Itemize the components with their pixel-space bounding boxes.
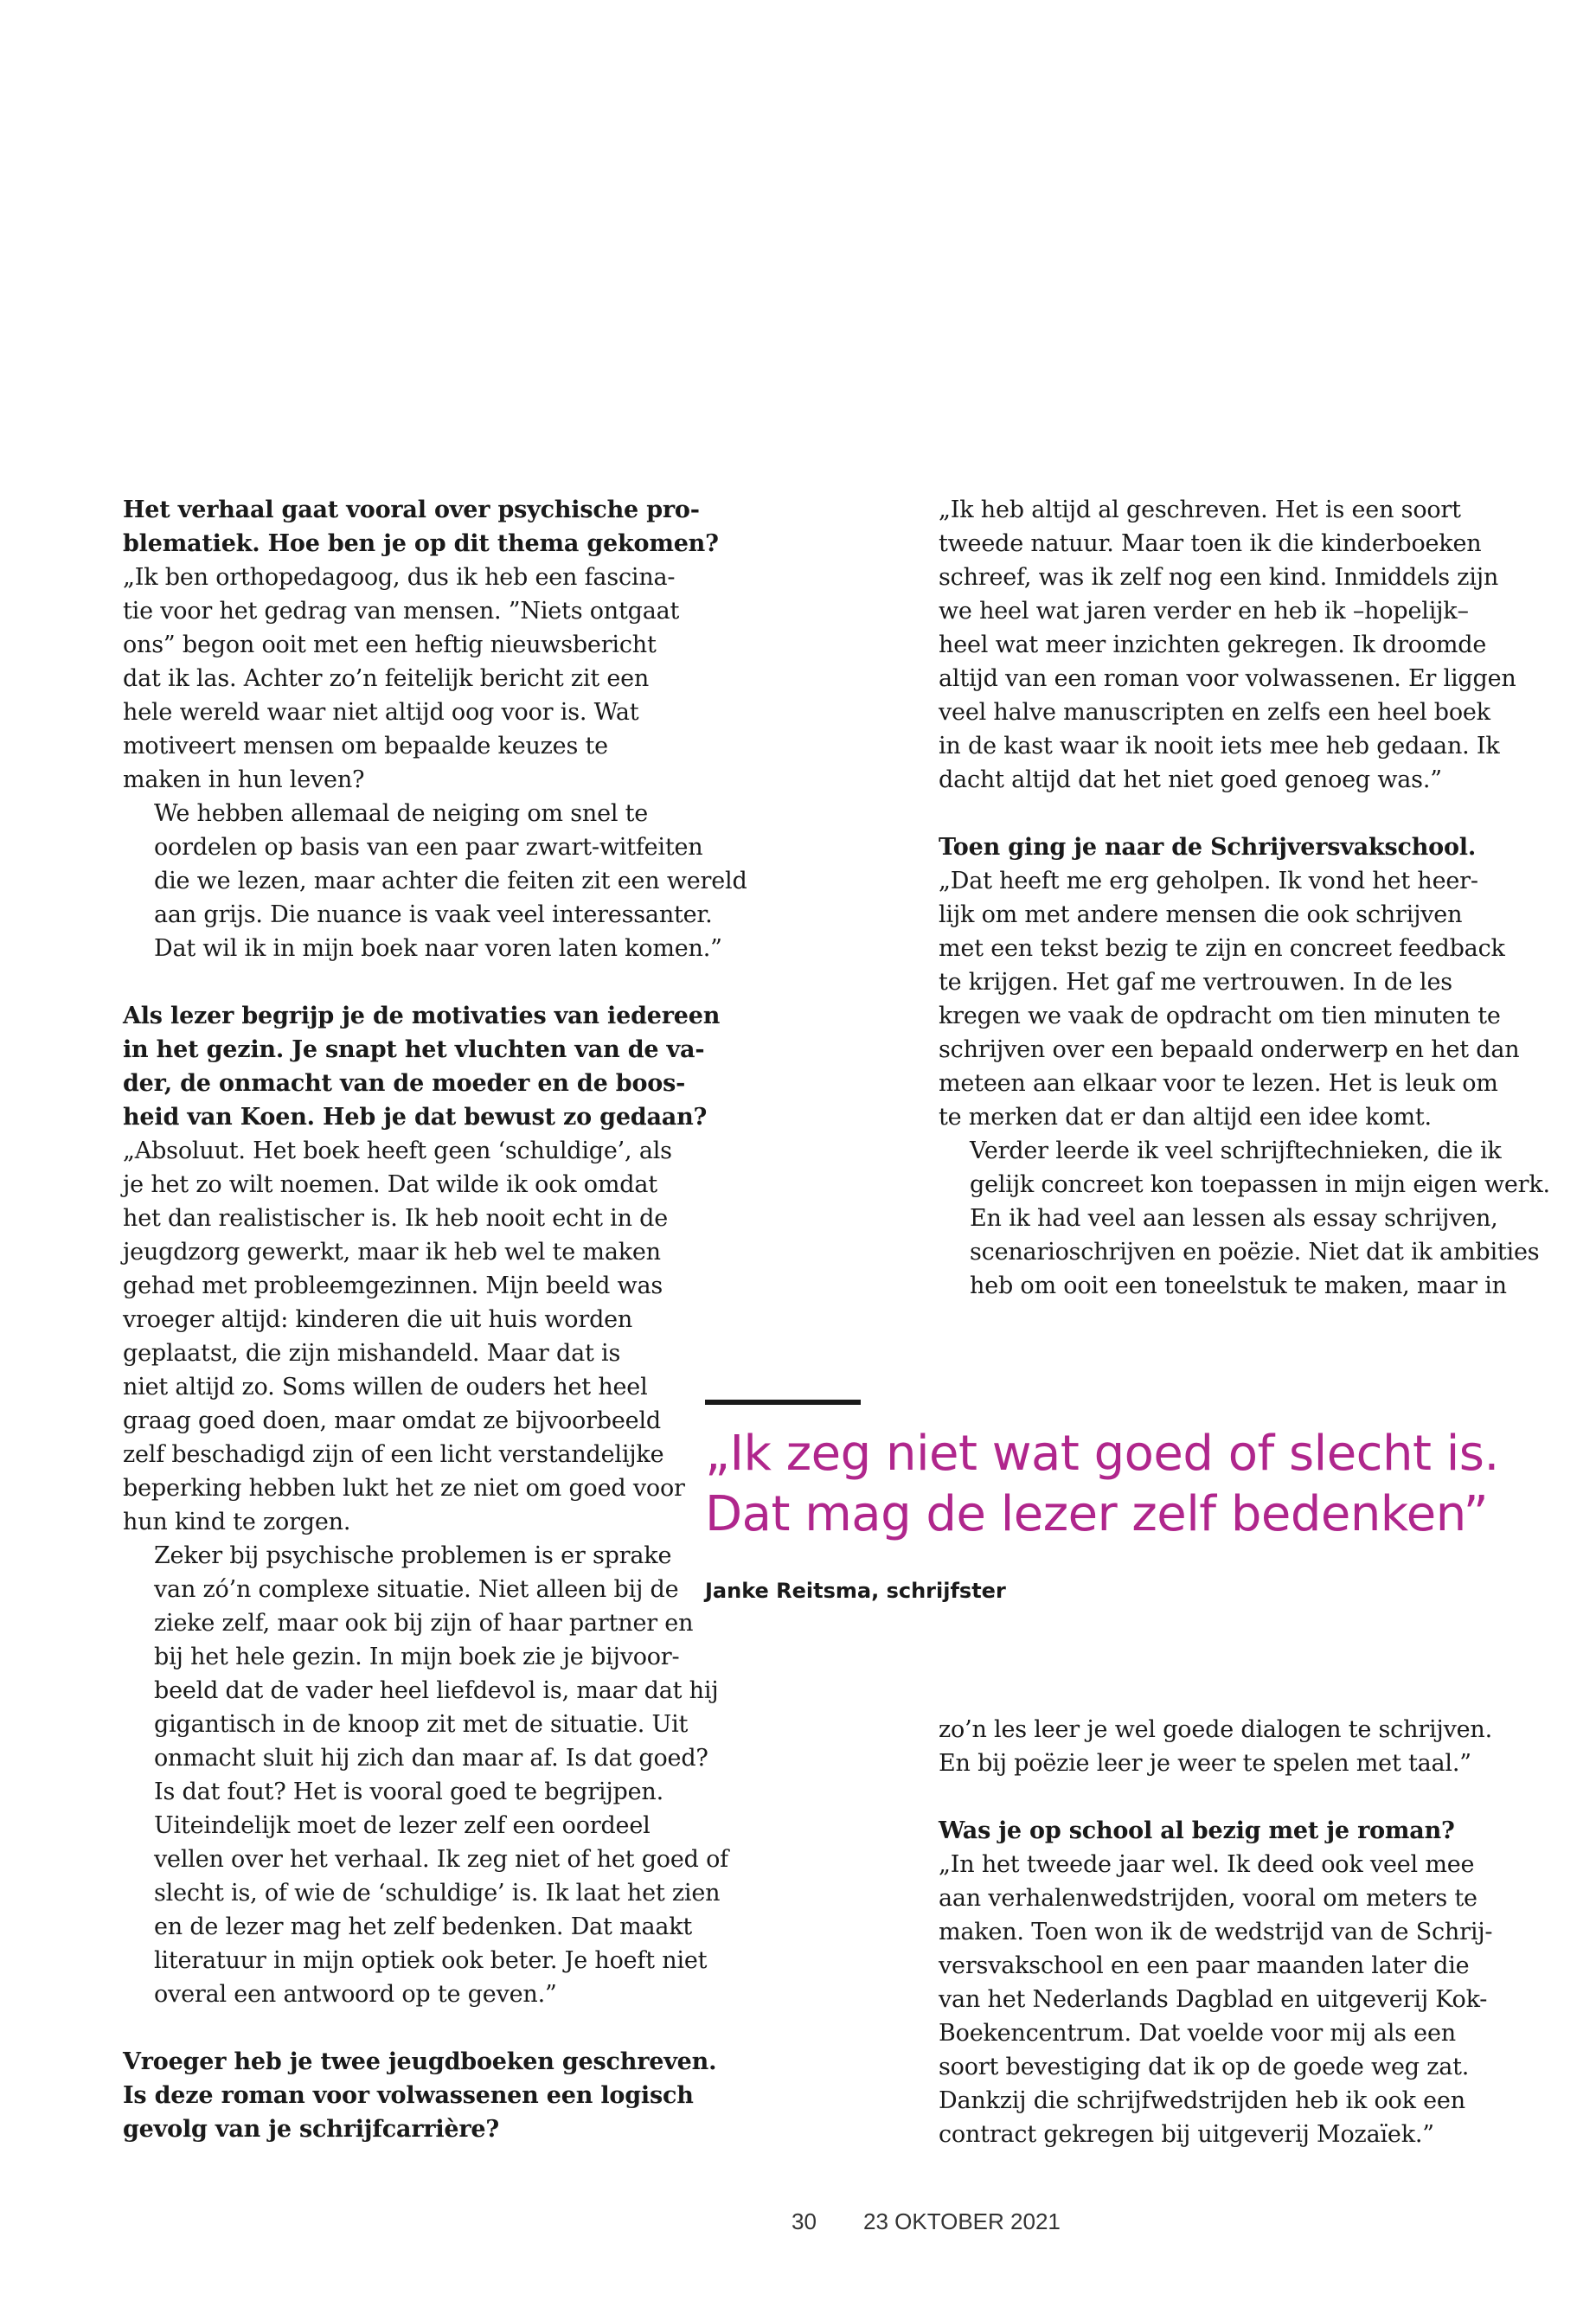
text-line: Dankzij die schrijfwedstrijden heb ik ook een <box>939 2087 1465 2114</box>
text-line: dat ik las. Achter zo’n feitelijk bericht zit een <box>123 665 650 692</box>
text-line: „Ik zeg niet wat goed of slecht is. <box>705 1426 1499 1482</box>
text-line: hele wereld waar niet altijd oog voor is. Wat <box>123 699 639 726</box>
answer-2-paragraph-1 <box>123 1134 685 1539</box>
text-line: bij het hele gezin. In mijn boek zie je bijvoor- <box>154 1644 680 1670</box>
text-line: tweede natuur. Maar toen ik die kinderboeken <box>939 530 1482 557</box>
right-column-bottom <box>939 1713 1501 2151</box>
question-1 <box>123 493 719 561</box>
text-line: in het gezin. Je snapt het vluchten van de va- <box>123 1036 705 1063</box>
text-line: overal een antwoord op te geven.” <box>154 1981 557 2008</box>
text-line: tie voor het gedrag van mensen. ”Niets ontgaat <box>123 598 680 625</box>
text-line: niet altijd zo. Soms willen de ouders het heel <box>123 1374 648 1400</box>
text-line: het dan realistischer is. Ik heb nooit echt in de <box>123 1205 669 1232</box>
answer-4-paragraph-1 <box>939 864 1520 1134</box>
text-line: maken. Toen won ik de wedstrijd van de Schrij- <box>939 1919 1493 1945</box>
text-line: aan verhalenwedstrijden, vooral om meters te <box>939 1885 1477 1912</box>
answer-4-paragraph-2 <box>939 1134 1550 1303</box>
text-line: beperking hebben lukt het ze niet om goed voor <box>123 1475 685 1502</box>
text-line: „Ik ben orthopedagoog, dus ik heb een fascina- <box>123 564 676 591</box>
text-line: van zó’n complexe situatie. Niet alleen bij de <box>154 1576 679 1603</box>
text-line: Was je op school al bezig met je roman? <box>939 1817 1455 1844</box>
text-line: En ik had veel aan lessen als essay schrijven, <box>970 1205 1498 1232</box>
text-line: dacht altijd dat het niet goed genoeg was.” <box>939 766 1442 793</box>
text-line: oordelen op basis van een paar zwart-witfeiten <box>154 834 703 861</box>
text-line: literatuur in mijn optiek ook beter. Je hoeft niet <box>154 1947 708 1974</box>
text-line: gelijk concreet kon toepassen in mijn eigen werk. <box>970 1171 1550 1198</box>
text-line: slecht is, of wie de ‘schuldige’ is. Ik laat het zien <box>154 1880 721 1907</box>
right-column-top <box>939 493 1550 1303</box>
text-line: aan grijs. Die nuance is vaak veel interessanter. <box>154 901 713 928</box>
text-line: contract gekregen bij uitgeverij Mozaïek.” <box>939 2121 1434 2148</box>
text-line: zo’n les leer je wel goede dialogen te schrijven. <box>939 1716 1493 1743</box>
text-line: Toen ging je naar de Schrijversvakschool. <box>939 834 1477 861</box>
question-2 <box>123 999 721 1134</box>
answer-1-paragraph-1 <box>123 561 685 797</box>
text-line: schreef, was ik zelf nog een kind. Inmiddels zijn <box>939 564 1499 591</box>
text-line: onmacht sluit hij zich dan maar af. Is dat goed? <box>154 1745 708 1772</box>
text-line: altijd van een roman voor volwassenen. Er liggen <box>939 665 1516 692</box>
text-line: motiveert mensen om bepaalde keuzes te <box>123 733 608 760</box>
text-line: Als lezer begrijp je de motivaties van iedereen <box>123 1003 721 1029</box>
text-line: Is deze roman voor volwassenen een logisch <box>123 2082 694 2109</box>
text-line: schrijven over een bepaald onderwerp en het dan <box>939 1036 1520 1063</box>
pull-quote-author: Janke Reitsma, schrijfster <box>705 1579 1006 1603</box>
text-line: beeld dat de vader heel liefdevol is, maar dat hij <box>154 1677 719 1704</box>
text-line: die we lezen, maar achter die feiten zit een wereld <box>154 868 747 894</box>
answer-5-paragraph-1 <box>939 1848 1501 2151</box>
text-line: hun kind te zorgen. <box>123 1509 351 1535</box>
answer-3-paragraph-1 <box>939 493 1516 797</box>
text-line: heel wat meer inzichten gekregen. Ik droomde <box>939 631 1487 658</box>
text-line: Het verhaal gaat vooral over psychische pro- <box>123 497 700 523</box>
pull-quote <box>705 1424 1535 1545</box>
text-line: Boekencentrum. Dat voelde voor mij als een <box>939 2020 1456 2047</box>
text-line: veel halve manuscripten en zelfs een heel boek <box>939 699 1490 726</box>
text-line: heb om ooit een toneelstuk te maken, maar in <box>970 1272 1507 1299</box>
text-line: „In het tweede jaar wel. Ik deed ook veel mee <box>939 1851 1475 1878</box>
text-line: en de lezer mag het zelf bedenken. Dat maakt <box>154 1913 693 1940</box>
text-line: versvakschool en een paar maanden later die <box>939 1952 1470 1979</box>
question-4 <box>939 830 1501 864</box>
text-line: En bij poëzie leer je weer te spelen met taal.” <box>939 1750 1471 1777</box>
text-line: Dat wil ik in mijn boek naar voren laten komen.” <box>154 935 722 962</box>
text-line: we heel wat jaren verder en heb ik –hopelijk– <box>939 598 1469 625</box>
text-line: geplaatst, die zijn mishandeld. Maar dat is <box>123 1340 621 1367</box>
text-line: te krijgen. Het gaf me vertrouwen. In de les <box>939 969 1452 996</box>
text-line: Dat mag de lezer zelf bedenken” <box>705 1486 1489 1542</box>
answer-2-paragraph-3 <box>123 1809 728 2011</box>
text-line: Uiteindelijk moet de lezer zelf een oordeel <box>154 1812 651 1839</box>
text-line: meteen aan elkaar voor te lezen. Het is leuk om <box>939 1070 1498 1097</box>
text-line: lijk om met andere mensen die ook schrijven <box>939 901 1463 928</box>
left-column <box>123 493 747 2146</box>
text-line: gevolg van je schrijfcarrière? <box>123 2116 500 2143</box>
text-line: ons” begon ooit met een heftig nieuwsbericht <box>123 631 657 658</box>
text-line: van het Nederlands Dagblad en uitgeverij Kok- <box>939 1986 1488 2013</box>
text-line: te merken dat er dan altijd een idee komt. <box>939 1104 1432 1131</box>
question-5 <box>939 1814 1501 1848</box>
answer-2-paragraph-2 <box>123 1539 719 1809</box>
text-line: blematiek. Hoe ben je op dit thema gekomen? <box>123 530 719 557</box>
answer-4-paragraph-3 <box>939 1713 1501 1780</box>
text-line: soort bevestiging dat ik op de goede weg zat. <box>939 2054 1470 2080</box>
answer-1-paragraph-2 <box>123 797 747 965</box>
text-line: We hebben allemaal de neiging om snel te <box>154 800 649 827</box>
text-line: Verder leerde ik veel schrijftechnieken, die ik <box>970 1138 1502 1164</box>
text-line: der, de onmacht van de moeder en de boos- <box>123 1070 686 1097</box>
text-line: scenarioschrijven en poëzie. Niet dat ik ambities <box>970 1239 1540 1266</box>
text-line: je het zo wilt noemen. Dat wilde ik ook omdat <box>123 1171 657 1198</box>
text-line: „Ik heb altijd al geschreven. Het is een soort <box>939 497 1461 523</box>
text-line: heid van Koen. Heb je dat bewust zo gedaan? <box>123 1104 708 1131</box>
text-line: Zeker bij psychische problemen is er sprake <box>154 1542 672 1569</box>
text-line: in de kast waar ik nooit iets mee heb gedaan. Ik <box>939 733 1500 760</box>
text-line: vroeger altijd: kinderen die uit huis worden <box>123 1306 633 1333</box>
text-line: zieke zelf, maar ook bij zijn of haar partner en <box>154 1610 694 1637</box>
text-line: maken in hun leven? <box>123 766 365 793</box>
question-3 <box>123 2045 717 2146</box>
page-number: 30 <box>792 2208 817 2234</box>
text-line: „Dat heeft me erg geholpen. Ik vond het heer- <box>939 868 1478 894</box>
text-line: Vroeger heb je twee jeugdboeken geschreven. <box>123 2048 717 2075</box>
text-line: graag goed doen, maar omdat ze bijvoorbeeld <box>123 1407 661 1434</box>
text-line: Is dat fout? Het is vooral goed te begrijpen. <box>154 1779 663 1805</box>
text-line: gehad met probleemgezinnen. Mijn beeld was <box>123 1272 663 1299</box>
text-line: kregen we vaak de opdracht om tien minuten te <box>939 1003 1501 1029</box>
text-line: gigantisch in de knoop zit met de situatie. Uit <box>154 1711 689 1738</box>
text-line: met een tekst bezig te zijn en concreet feedback <box>939 935 1505 962</box>
text-line: vellen over het verhaal. Ik zeg niet of het goed of <box>154 1846 728 1873</box>
pull-quote-rule <box>705 1400 861 1405</box>
issue-date: 23 OKTOBER 2021 <box>863 2208 1061 2234</box>
text-line: „Absoluut. Het boek heeft geen ‘schuldige’, als <box>123 1138 672 1164</box>
text-line: zelf beschadigd zijn of een licht verstandelijke <box>123 1441 664 1468</box>
text-line: jeugdzorg gewerkt, maar ik heb wel te maken <box>123 1239 661 1266</box>
